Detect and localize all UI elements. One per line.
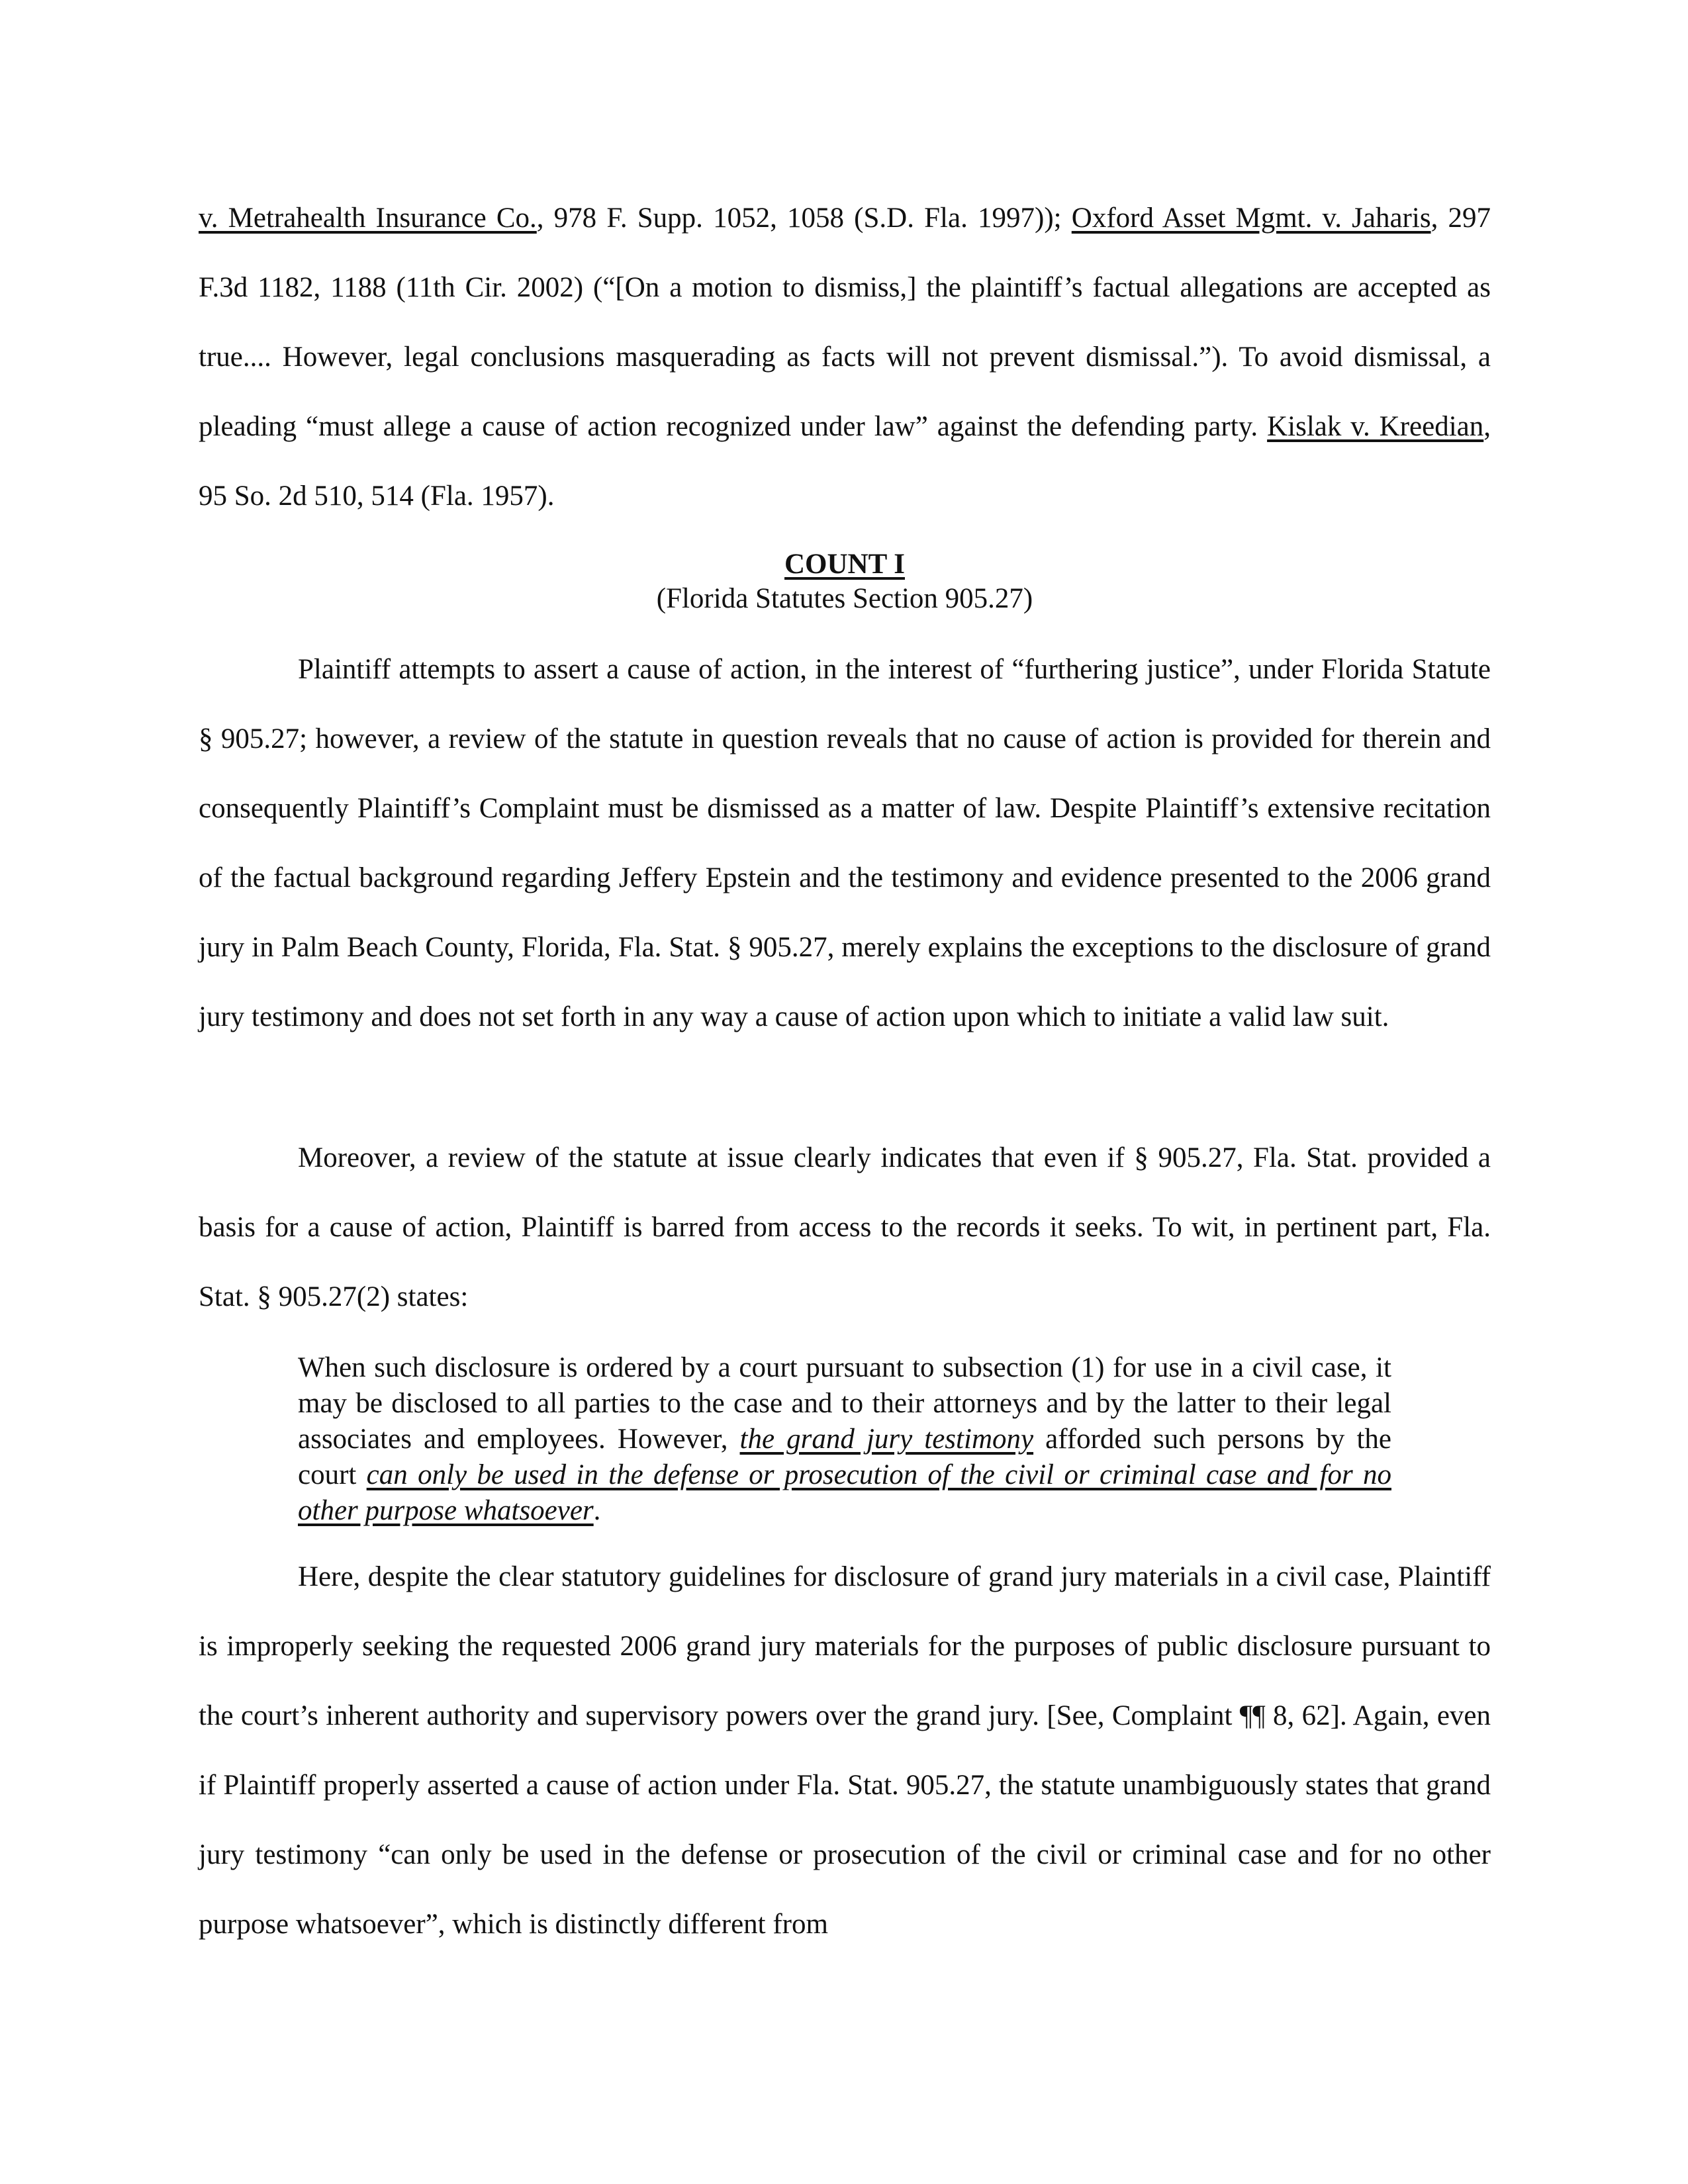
case-citation-kislak: Kislak v. Kreedian [1267, 411, 1484, 442]
quote-text: When such disclosure is ordered by a court pursuant to subsection (1) for use in a civil case, it may be disclosed to all parties to the case and to their attorneys and by the latter to their legal associates and employees. However, [298, 1352, 1391, 1455]
case-citation-metrahealth: v. Metrahealth Insurance Co. [199, 203, 537, 234]
paragraph-argument: Here, despite the clear statutory guidelines for disclosure of grand jury materials in a civil case, Plaintiff is improperly seeking the requested 2006 grand jury materials for the purposes of public disclosure pursuant to the court’s inherent authority and supervisory powers over the grand jury. [See, Complaint ¶¶ 8, 62]. Again, even if Plaintiff properly asserted a cause of action under Fla. Stat. 905.27, the statute unambiguously states that grand jury testimony “can only be used in the defense or prosecution of the civil or criminal case and for no other purpose whatsoever”, which is distinctly different from [199, 1561, 1491, 1940]
quote-emphasis: the grand jury testimony [739, 1424, 1034, 1455]
paragraph-case-citations [199, 183, 1491, 531]
case-citation-oxford: Oxford Asset Mgmt. v. Jaharis [1071, 203, 1431, 234]
citation-text: , 95 So. 2d 510, 514 (Fla. 1957). [199, 411, 1491, 512]
citation-text: , 978 F. Supp. 1052, 1058 (S.D. Fla. 1997)); [536, 203, 1072, 234]
quote-text: afforded such persons by the court [298, 1424, 1391, 1490]
paragraph-statute-review: Moreover, a review of the statute at issue clearly indicates that even if § 905.27, Fla. Stat. provided a basis for a cause of action, Plaintiff is barred from access to the records it seeks. To wit, in pertinent part, Fla. Stat. § 905.27(2) states: [199, 1142, 1491, 1312]
citation-text: , 297 F.3d 1182, 1188 (11th Cir. 2002) (“[On a motion to dismiss,] the plaintiff’s factual allegations are accepted as true.... However, legal conclusions masquerading as facts will not prevent dismissal.”). To avoid dismissal, a pleading “must allege a cause of action recognized under law” against the defending party. [199, 203, 1491, 442]
quote-text: . [593, 1495, 601, 1526]
block-quote-statute [298, 1350, 1391, 1529]
paragraph-cause-of-action: Plaintiff attempts to assert a cause of action, in the interest of “furthering justice”, under Florida Statute § 905.27; however, a review of the statute in question reveals that no cause of action is provided for therein and consequently Plaintiff’s Complaint must be dismissed as a matter of law. Despite Plaintiff’s extensive recitation of the factual background regarding Jeffery Epstein and the testimony and evidence presented to the 2006 grand jury in Palm Beach County, Florida, Fla. Stat. § 905.27, merely explains the exceptions to the disclosure of grand jury testimony and does not set forth in any way a cause of action upon which to initiate a valid law suit. [199, 654, 1491, 1032]
quote-emphasis: can only be used in the defense or prosecution of the civil or criminal case and for no other purpose whatsoever [298, 1459, 1391, 1526]
document-page [199, 0, 1491, 2184]
section-subheading: (Florida Statutes Section 905.27) [656, 583, 1033, 614]
section-heading-count-i: COUNT I [784, 549, 905, 580]
